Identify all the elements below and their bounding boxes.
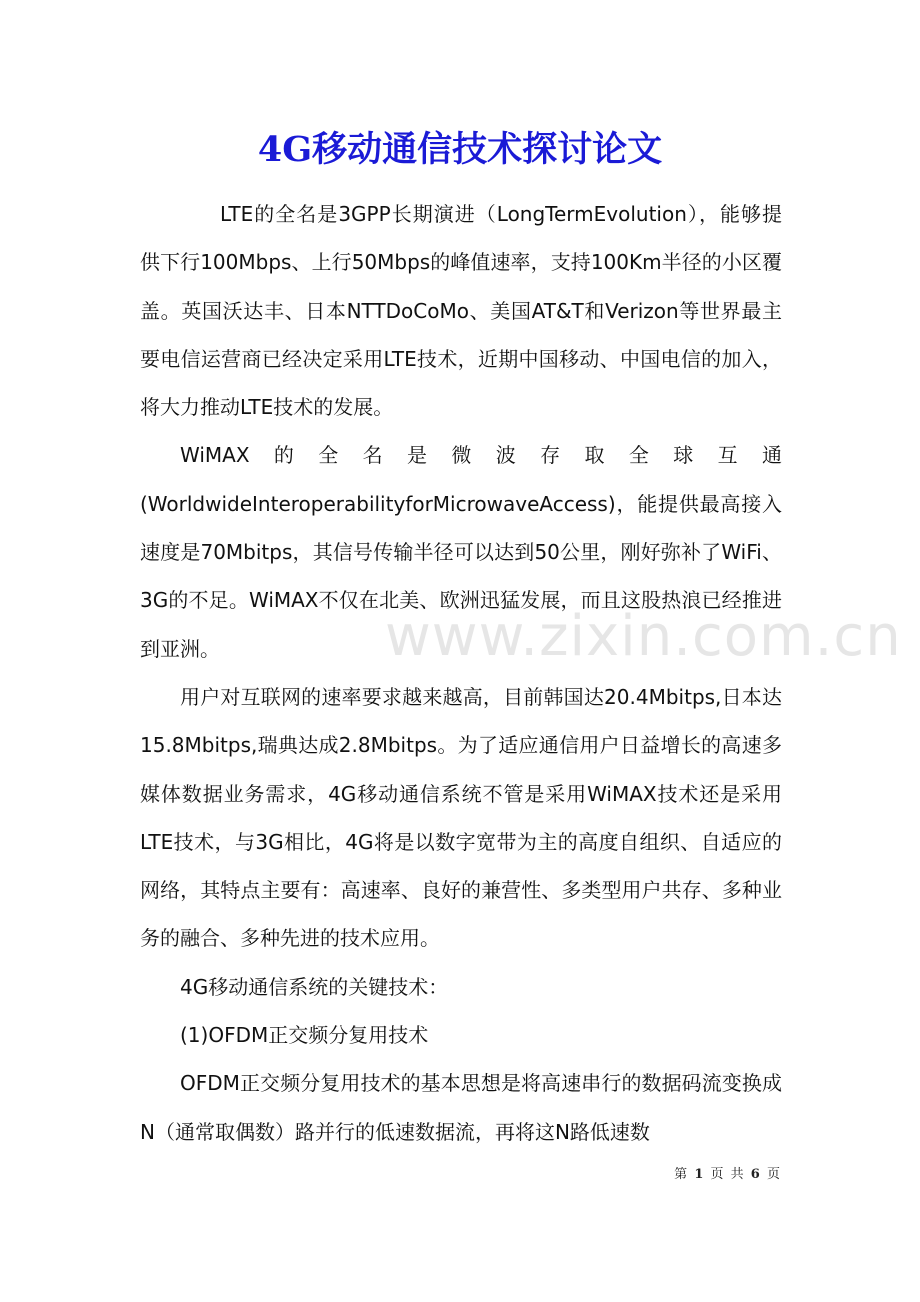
document-title: 4G移动通信技术探讨论文 [257,129,663,170]
footer-total-pages: 6 [750,1167,760,1182]
paragraph-ofdm-heading: (1)OFDM正交频分复用技术 [180,1023,429,1048]
paragraph-rate-requirements: 用户对互联网的速率要求越来越高，目前韩国达20.4Mbitps,日本达15.8Mbitps,瑞典达成2.8Mbitps。为了适应通信用户日益增长的高速多媒体数据业务需求，4G移动通信系统不管是采用WiMAX技术还是采用LTE技术，与3G相比，4G将是以数字宽带为主的高度自组织、自适应的网络，其特点主要有：高速率、良好的兼营性、多类型用户共存、多种业务的融合、多种先进的技术应用。 [140,684,782,951]
paragraph-lte: LTE的全名是3GPP长期演进（LongTermEvolution），能够提供下行100Mbps、上行50Mbps的峰值速率，支持100Km半径的小区覆盖。英国沃达丰、日本NTTDoCoMo、美国AT&T和Verizon等世界最主要电信运营商已经决定采用LTE技术，近期中国移动、中国电信的加入，将大力推动LTE技术的发展。 [140,202,782,420]
paragraph-wimax: WiMAX的全名是微波存取全球互通(WorldwideInteroperabilityforMicrowaveAccess)，能提供最高接入速度是70Mbitps，其信号传输半径可以达到50公里，刚好弥补了WiFi、3G的不足。WiMAX不仅在北美、欧洲迅猛发展，而且这股热浪已经推进到亚洲。 [140,443,782,661]
footer-page-number: 1 [694,1167,704,1182]
site-watermark: www.zixin.com.cn [385,604,902,669]
document-body [140,190,782,1156]
footer-suffix: 页 [766,1167,780,1182]
paragraph-ofdm-body: OFDM正交频分复用技术的基本思想是将高速串行的数据码流变换成N（通常取偶数）路并行的低速数据流，再将这N路低速数 [140,1071,782,1144]
paragraph-key-tech-heading: 4G移动通信系统的关键技术： [180,974,449,999]
footer-prefix: 第 [674,1167,688,1182]
page-footer [674,1163,780,1182]
footer-middle: 页 共 [710,1167,744,1182]
